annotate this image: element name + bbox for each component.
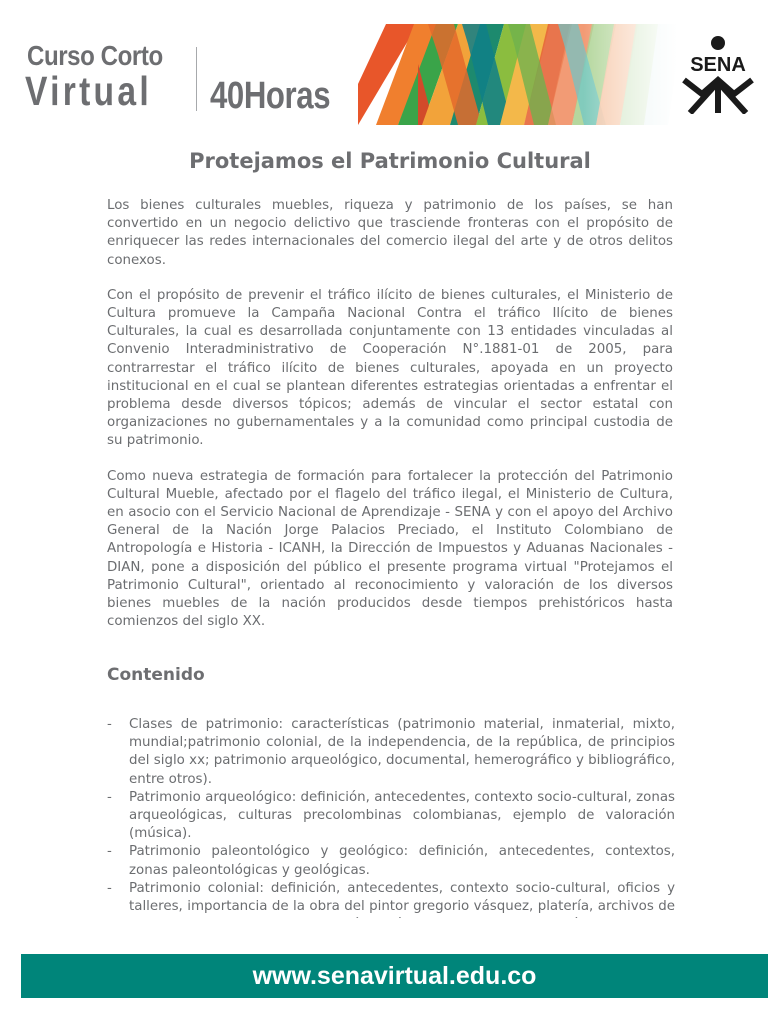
list-item-text: Patrimonio paleontológico y geológico: definición, antecedentes, contextos, zonas paleontológicas y geológicas. <box>129 844 675 878</box>
list-item-text: Patrimonio arqueológico: definición, antecedentes, contexto socio-cultural, zonas arqueológicas, culturas precolombinas colombianas, ejemplo de valoración (música). <box>129 789 675 842</box>
contenido-heading: Contenido <box>107 665 205 685</box>
list-item <box>107 716 675 789</box>
list-bullet: - <box>107 789 112 805</box>
list-bullet: - <box>107 717 112 732</box>
course-type-label: Curso Corto <box>27 40 163 71</box>
sena-logo-text: SENA <box>690 54 746 76</box>
page-title: Protejamos el Patrimonio Cultural <box>189 149 591 173</box>
content-list <box>107 716 675 934</box>
list-item <box>107 789 675 844</box>
page-bottom-margin <box>0 918 768 954</box>
footer-bar <box>21 954 768 998</box>
paragraph: Los bienes culturales muebles, riqueza y patrimonio de los países, se han convertido en un negocio delictivo que trasciende fronteras con el propósito de enriquecer las redes internacionales del comercio ilegal del arte y de otros delitos conexos. <box>107 198 673 268</box>
list-bullet: - <box>107 844 112 860</box>
list-item-text: Clases de patrimonio: características (patrimonio material, inmaterial, mixto, mundial;patrimonio colonial, de la independencia, de la república, de principios del siglo xx; patrimonio arqueológico, documental, hemerográfico y bibliográfico, entre otros). <box>129 717 675 787</box>
intro-text <box>107 197 673 648</box>
paragraph: Como nueva estrategia de formación para fortalecer la protección del Patrimonio Cultural Mueble, afectado por el flagelo del tráfico ilegal, el Ministerio de Cultura, en asocio con el Servicio Nacional de Aprendizaje - SENA y con el apoyo del Archivo General de la Nación Jorge Palacios Preciado, el Instituto Colombiano de Antropología e Historia - ICANH, la Dirección de Impuestos y Aduanas Nacionales - DIAN, pone a disposición del público el presente programa virtual "Protejamos el Patrimonio Cultural", orientado al reconocimiento y valoración de los diversos bienes muebles de la nación producidos desde tiempos prehistóricos hasta comienzos del siglo XX. <box>107 468 673 630</box>
course-hours-label: 40Horas <box>210 75 331 117</box>
sena-logo-icon <box>676 34 760 114</box>
list-item <box>107 843 675 879</box>
footer-url[interactable]: www.senavirtual.edu.co <box>252 962 537 990</box>
page-header <box>0 0 768 130</box>
paragraph: Con el propósito de prevenir el tráfico ilícito de bienes culturales, el Ministerio de Cultura promueve la Campaña Nacional Contra el tráfico Ilícito de bienes Culturales, la cual es desarrollada conjuntamente con 13 entidades vinculadas al Convenio Interadministrativo de Cooperación N°.1881-01 de 2005, para contrarrestar el tráfico ilícito de bienes culturales, apoyada en un proyecto institucional en el cual se plantean diferentes estrategias orientadas a enfrentar el problema desde diversos tópicos; además de vincular el sector estatal con organizaciones no gubernamentales y a la comunidad como principal custodia de su patrimonio. <box>107 287 673 449</box>
course-mode-label: Virtual <box>25 68 152 114</box>
header-divider <box>196 47 197 111</box>
list-item-text: Patrimonio colonial: definición, antecedentes, contexto socio-cultural, oficios y talleres, importancia de la obra del pintor gregorio vásquez, platería, archivos de <box>129 880 675 915</box>
list-bullet: - <box>107 880 112 896</box>
